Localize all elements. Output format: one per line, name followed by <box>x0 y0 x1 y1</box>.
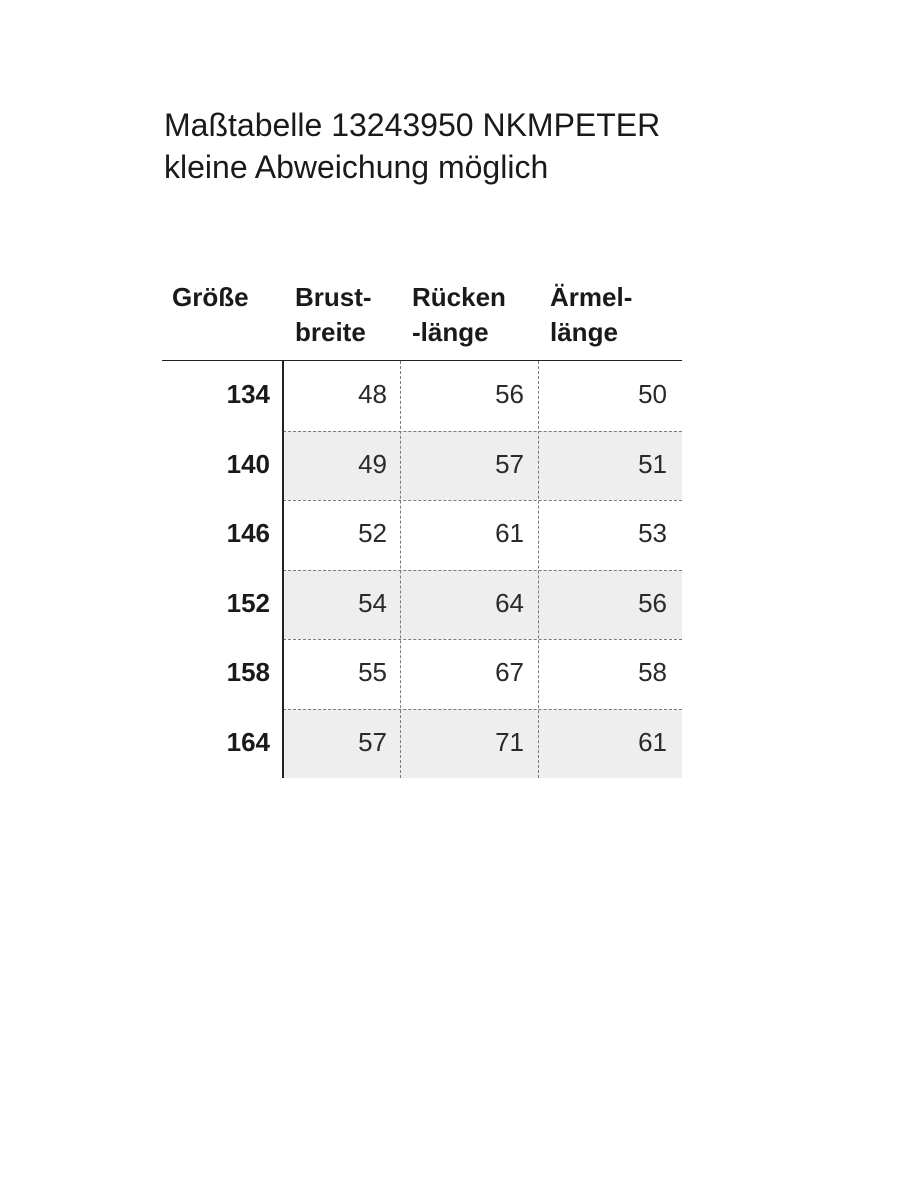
title-line-2: kleine Abweichung möglich <box>164 149 549 185</box>
table-row <box>162 639 682 709</box>
header-brustbreite: Brust- breite <box>295 282 372 347</box>
header-aermellaenge: Ärmel- länge <box>550 282 633 347</box>
table-row <box>162 709 682 779</box>
aermellaenge-cell: 61 <box>638 726 667 757</box>
aermellaenge-cell: 53 <box>638 518 667 548</box>
table-body <box>162 361 682 778</box>
rueckenlaenge-cell: 57 <box>495 448 524 479</box>
brustbreite-cell: 49 <box>358 448 387 479</box>
size-table <box>162 280 682 778</box>
rueckenlaenge-cell: 71 <box>495 726 524 757</box>
header-rueckenlaenge: Rücken -länge <box>412 282 506 347</box>
size-cell: 146 <box>226 518 270 548</box>
rueckenlaenge-cell: 61 <box>495 518 524 548</box>
size-column-divider <box>282 361 284 778</box>
title-line-1: Maßtabelle 13243950 NKMPETER <box>164 107 661 143</box>
brustbreite-cell: 57 <box>358 726 387 757</box>
size-cell: 134 <box>226 379 270 409</box>
brustbreite-cell: 55 <box>358 657 387 687</box>
brustbreite-cell: 48 <box>358 379 387 409</box>
rueckenlaenge-cell: 64 <box>495 587 524 618</box>
aermellaenge-cell: 50 <box>638 379 667 409</box>
aermellaenge-cell: 56 <box>638 587 667 618</box>
size-cell: 158 <box>226 657 270 687</box>
size-cell: 140 <box>226 448 270 479</box>
table-row <box>162 500 682 570</box>
aermellaenge-cell: 51 <box>638 448 667 479</box>
table-row <box>162 361 682 431</box>
table-row <box>162 570 682 640</box>
size-cell: 152 <box>226 587 270 618</box>
rueckenlaenge-cell: 56 <box>495 379 524 409</box>
brustbreite-cell: 52 <box>358 518 387 548</box>
brustbreite-cell: 54 <box>358 587 387 618</box>
size-cell: 164 <box>226 726 270 757</box>
table-row <box>162 431 682 501</box>
rueckenlaenge-cell: 67 <box>495 657 524 687</box>
table-header <box>162 280 682 361</box>
aermellaenge-cell: 58 <box>638 657 667 687</box>
column-divider <box>538 361 539 778</box>
page-title <box>164 104 660 188</box>
column-divider <box>400 361 401 778</box>
header-groesse: Größe <box>172 282 249 312</box>
